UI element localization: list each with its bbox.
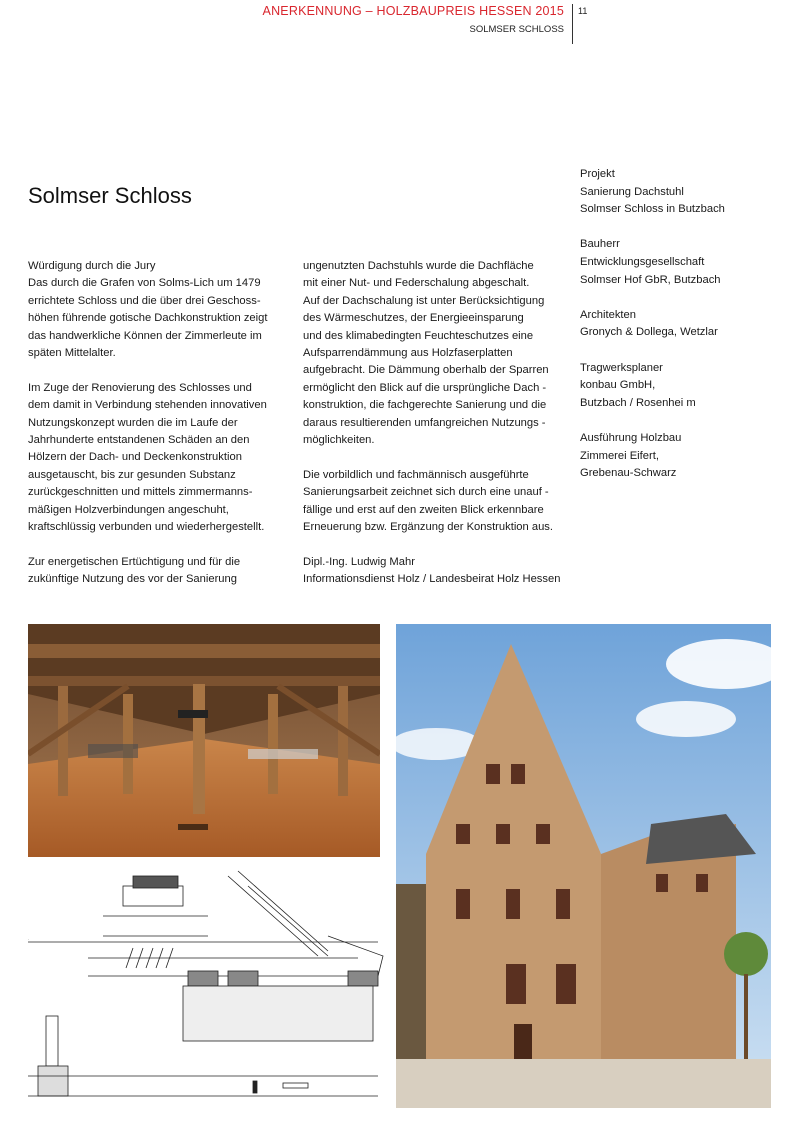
text-line: mäßigen Holzverbindungen angeschuht, xyxy=(28,503,229,516)
text-line: und des klimabedingten Feuchteschutzes eine xyxy=(303,329,534,342)
text-line: späten Mittelalter. xyxy=(28,347,116,360)
text-line: möglichkeiten. xyxy=(303,434,375,447)
text-line: Im Zuge der Renovierung des Schlosses und xyxy=(28,381,252,394)
info-heading: Architekten xyxy=(580,308,636,321)
text-line: Nutzungskonzept wurden die im Laufe der xyxy=(28,416,238,429)
text-line: ungenutzten Dachstuhls wurde die Dachfläche xyxy=(303,260,534,272)
page-number: 11 xyxy=(578,6,588,16)
author-name: Dipl.-Ing. Ludwig Mahr xyxy=(303,555,415,568)
info-value: konbau GmbH, xyxy=(580,379,656,392)
text-line: aufgebracht. Die Dämmung oberhalb der Sparren xyxy=(303,364,549,377)
info-heading: Tragwerksplaner xyxy=(580,361,663,374)
text-line: Jahrhunderte entstandenen Schäden an den xyxy=(28,434,250,447)
info-heading: Projekt xyxy=(580,168,615,180)
header-title: ANERKENNUNG – HOLZBAUPREIS HESSEN 2015 xyxy=(262,4,564,18)
text-line: Aufsparrendämmung aus Holzfaserplatten xyxy=(303,347,513,360)
text-line: Die vorbildlich und fachmännisch ausgeführte xyxy=(303,468,529,481)
info-value: Gronych & Dollega, Wetzlar xyxy=(580,326,718,339)
text-column-1 xyxy=(28,258,290,606)
text-line: das handwerkliche Können der Zimmerleute im xyxy=(28,329,262,342)
text-line: Würdigung durch die Jury xyxy=(28,260,156,272)
text-line: höhen führende gotische Dachkonstruktion zeigt xyxy=(28,312,268,325)
text-line: kraftschlüssig verbunden und wiederhergestellt. xyxy=(28,521,265,534)
text-line: Erneuerung bzw. Ergänzung der Konstruktion aus. xyxy=(303,521,554,534)
text-line: fällige und erst auf den zweiten Blick erkennbare xyxy=(303,503,544,516)
header-divider xyxy=(572,4,573,44)
paragraph-energy xyxy=(28,554,290,589)
info-group-architekten xyxy=(580,307,780,342)
info-group-bauherr xyxy=(580,236,780,289)
paragraph-renovation xyxy=(28,380,290,537)
text-line: Das durch die Grafen von Solms-Lich um 1479 xyxy=(28,277,261,290)
text-line: ermöglicht den Blick auf die ursprüngliche Dach - xyxy=(303,381,547,394)
info-value: Butzbach / Rosenhei m xyxy=(580,396,696,409)
paragraph-conclusion xyxy=(303,467,565,537)
text-line: errichtete Schloss und die über drei Geschoss- xyxy=(28,294,261,307)
header-subtitle: SOLMSER SCHLOSS xyxy=(469,24,564,35)
info-group-holzbau xyxy=(580,430,780,483)
author-affiliation: Informationsdienst Holz / Landesbeirat Holz Hessen xyxy=(303,573,561,586)
construction-detail-drawing xyxy=(28,866,386,1108)
svg-text:.: . xyxy=(28,936,30,941)
text-line: konstruktion, die fachgerechte Sanierung und die xyxy=(303,399,547,412)
info-group-tragwerksplaner xyxy=(580,360,780,413)
info-value: Sanierung Dachstuhl xyxy=(580,185,684,198)
text-line: Sanierungsarbeit zeichnet sich durch eine unauf - xyxy=(303,486,549,499)
info-value: Solmser Schloss in Butzbach xyxy=(580,203,725,216)
text-line: Hölzern der Dach- und Deckenkonstruktion xyxy=(28,451,242,464)
author-signature xyxy=(303,554,565,589)
info-heading: Ausführung Holzbau xyxy=(580,431,682,444)
text-column-2 xyxy=(303,258,565,606)
castle-exterior-photo xyxy=(396,624,771,1108)
text-line: zukünftige Nutzung des vor der Sanierung xyxy=(28,573,237,586)
info-group-projekt xyxy=(580,166,780,219)
text-line: mit einer Nut- und Federschalung abgeschalt. xyxy=(303,277,530,290)
info-value: Solmser Hof GbR, Butzbach xyxy=(580,273,721,286)
text-line: zurückgeschnitten und mittels zimmermanns- xyxy=(28,486,253,499)
text-line: dem damit in Verbindung stehenden innovativen xyxy=(28,399,267,412)
paragraph-jury xyxy=(28,258,290,362)
text-line: ausgetauscht, bis zur gesunden Substanz xyxy=(28,468,236,481)
info-value: Entwicklungsgesellschaft xyxy=(580,255,705,268)
attic-interior-photo xyxy=(28,624,380,857)
info-value: Grebenau-Schwarz xyxy=(580,467,677,480)
page-title: Solmser Schloss xyxy=(28,182,192,208)
info-value: Zimmerei Eifert, xyxy=(580,449,659,462)
project-info-sidebar xyxy=(580,166,780,500)
text-line: daraus resultierenden umfangreichen Nutzungs - xyxy=(303,416,546,429)
paragraph-insulation xyxy=(303,258,565,449)
text-line: des Wärmeschutzes, der Energieeinsparung xyxy=(303,312,524,325)
info-heading: Bauherr xyxy=(580,238,620,251)
text-line: Auf der Dachschalung ist unter Berücksichtigung xyxy=(303,294,545,307)
text-line: Zur energetischen Ertüchtigung und für die xyxy=(28,555,241,568)
